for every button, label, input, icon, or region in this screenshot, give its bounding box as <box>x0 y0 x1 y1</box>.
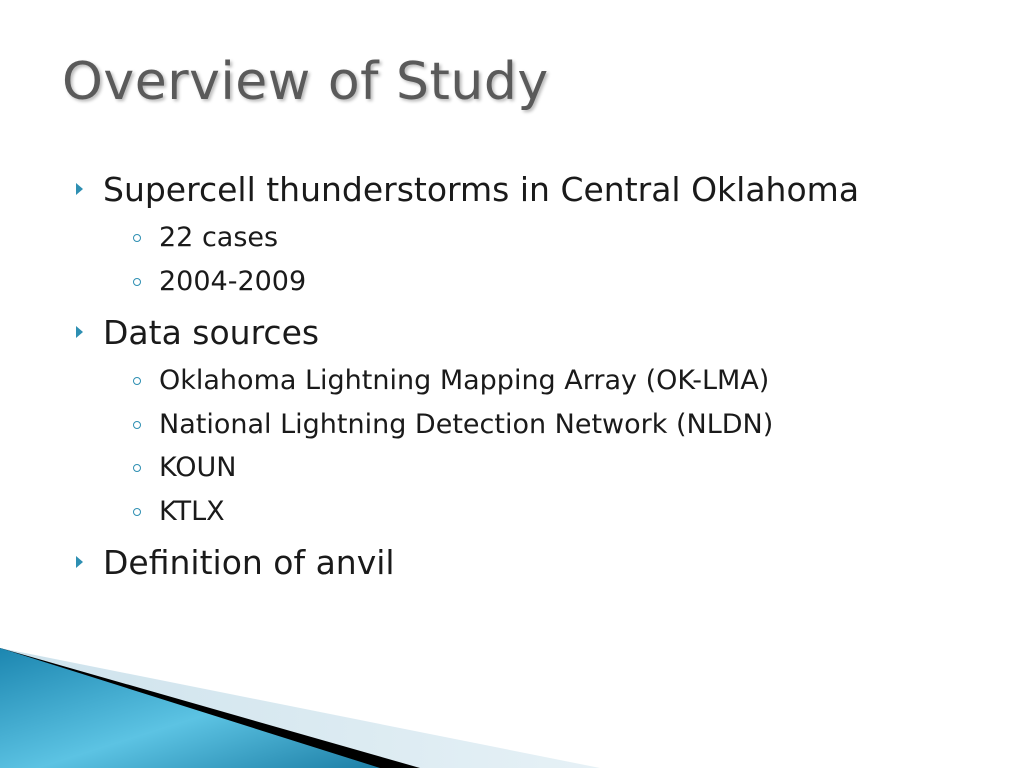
sub-bullet-text: 2004-2009 <box>159 265 307 297</box>
corner-teal-band <box>0 648 380 768</box>
sub-bullet-text: KTLX <box>159 495 225 527</box>
sub-bullet-item <box>131 490 996 534</box>
bullet-item <box>76 541 996 584</box>
sub-bullet-list <box>103 216 996 303</box>
sub-bullet-list <box>103 359 996 533</box>
bullet-item <box>76 311 996 533</box>
slide-title: Overview of Study <box>62 52 549 112</box>
hollow-circle-icon <box>133 377 141 385</box>
hollow-circle-icon <box>133 278 141 286</box>
hollow-circle-icon <box>133 508 141 516</box>
sub-bullet-item <box>131 260 996 304</box>
sub-bullet-item <box>131 359 996 403</box>
triangle-arrow-icon <box>76 556 83 568</box>
sub-bullet-item <box>131 403 996 447</box>
bullet-list <box>76 168 996 584</box>
sub-bullet-item <box>131 446 996 490</box>
triangle-arrow-icon <box>76 183 83 195</box>
sub-bullet-text: Oklahoma Lightning Mapping Array (OK-LMA) <box>159 365 770 396</box>
hollow-circle-icon <box>133 421 141 429</box>
sub-bullet-item <box>131 216 996 260</box>
sub-bullet-text: 22 cases <box>159 222 279 253</box>
bullet-item <box>76 168 996 303</box>
triangle-arrow-icon <box>76 326 83 338</box>
sub-bullet-text: National Lightning Detection Network (NLDN) <box>159 408 774 440</box>
bullet-text: Supercell thunderstorms in Central Oklahoma <box>103 170 860 209</box>
sub-bullet-text: KOUN <box>159 452 237 483</box>
bullet-text: Definition of anvil <box>103 543 395 582</box>
hollow-circle-icon <box>133 234 141 242</box>
hollow-circle-icon <box>133 464 141 472</box>
bullet-text: Data sources <box>103 313 320 352</box>
